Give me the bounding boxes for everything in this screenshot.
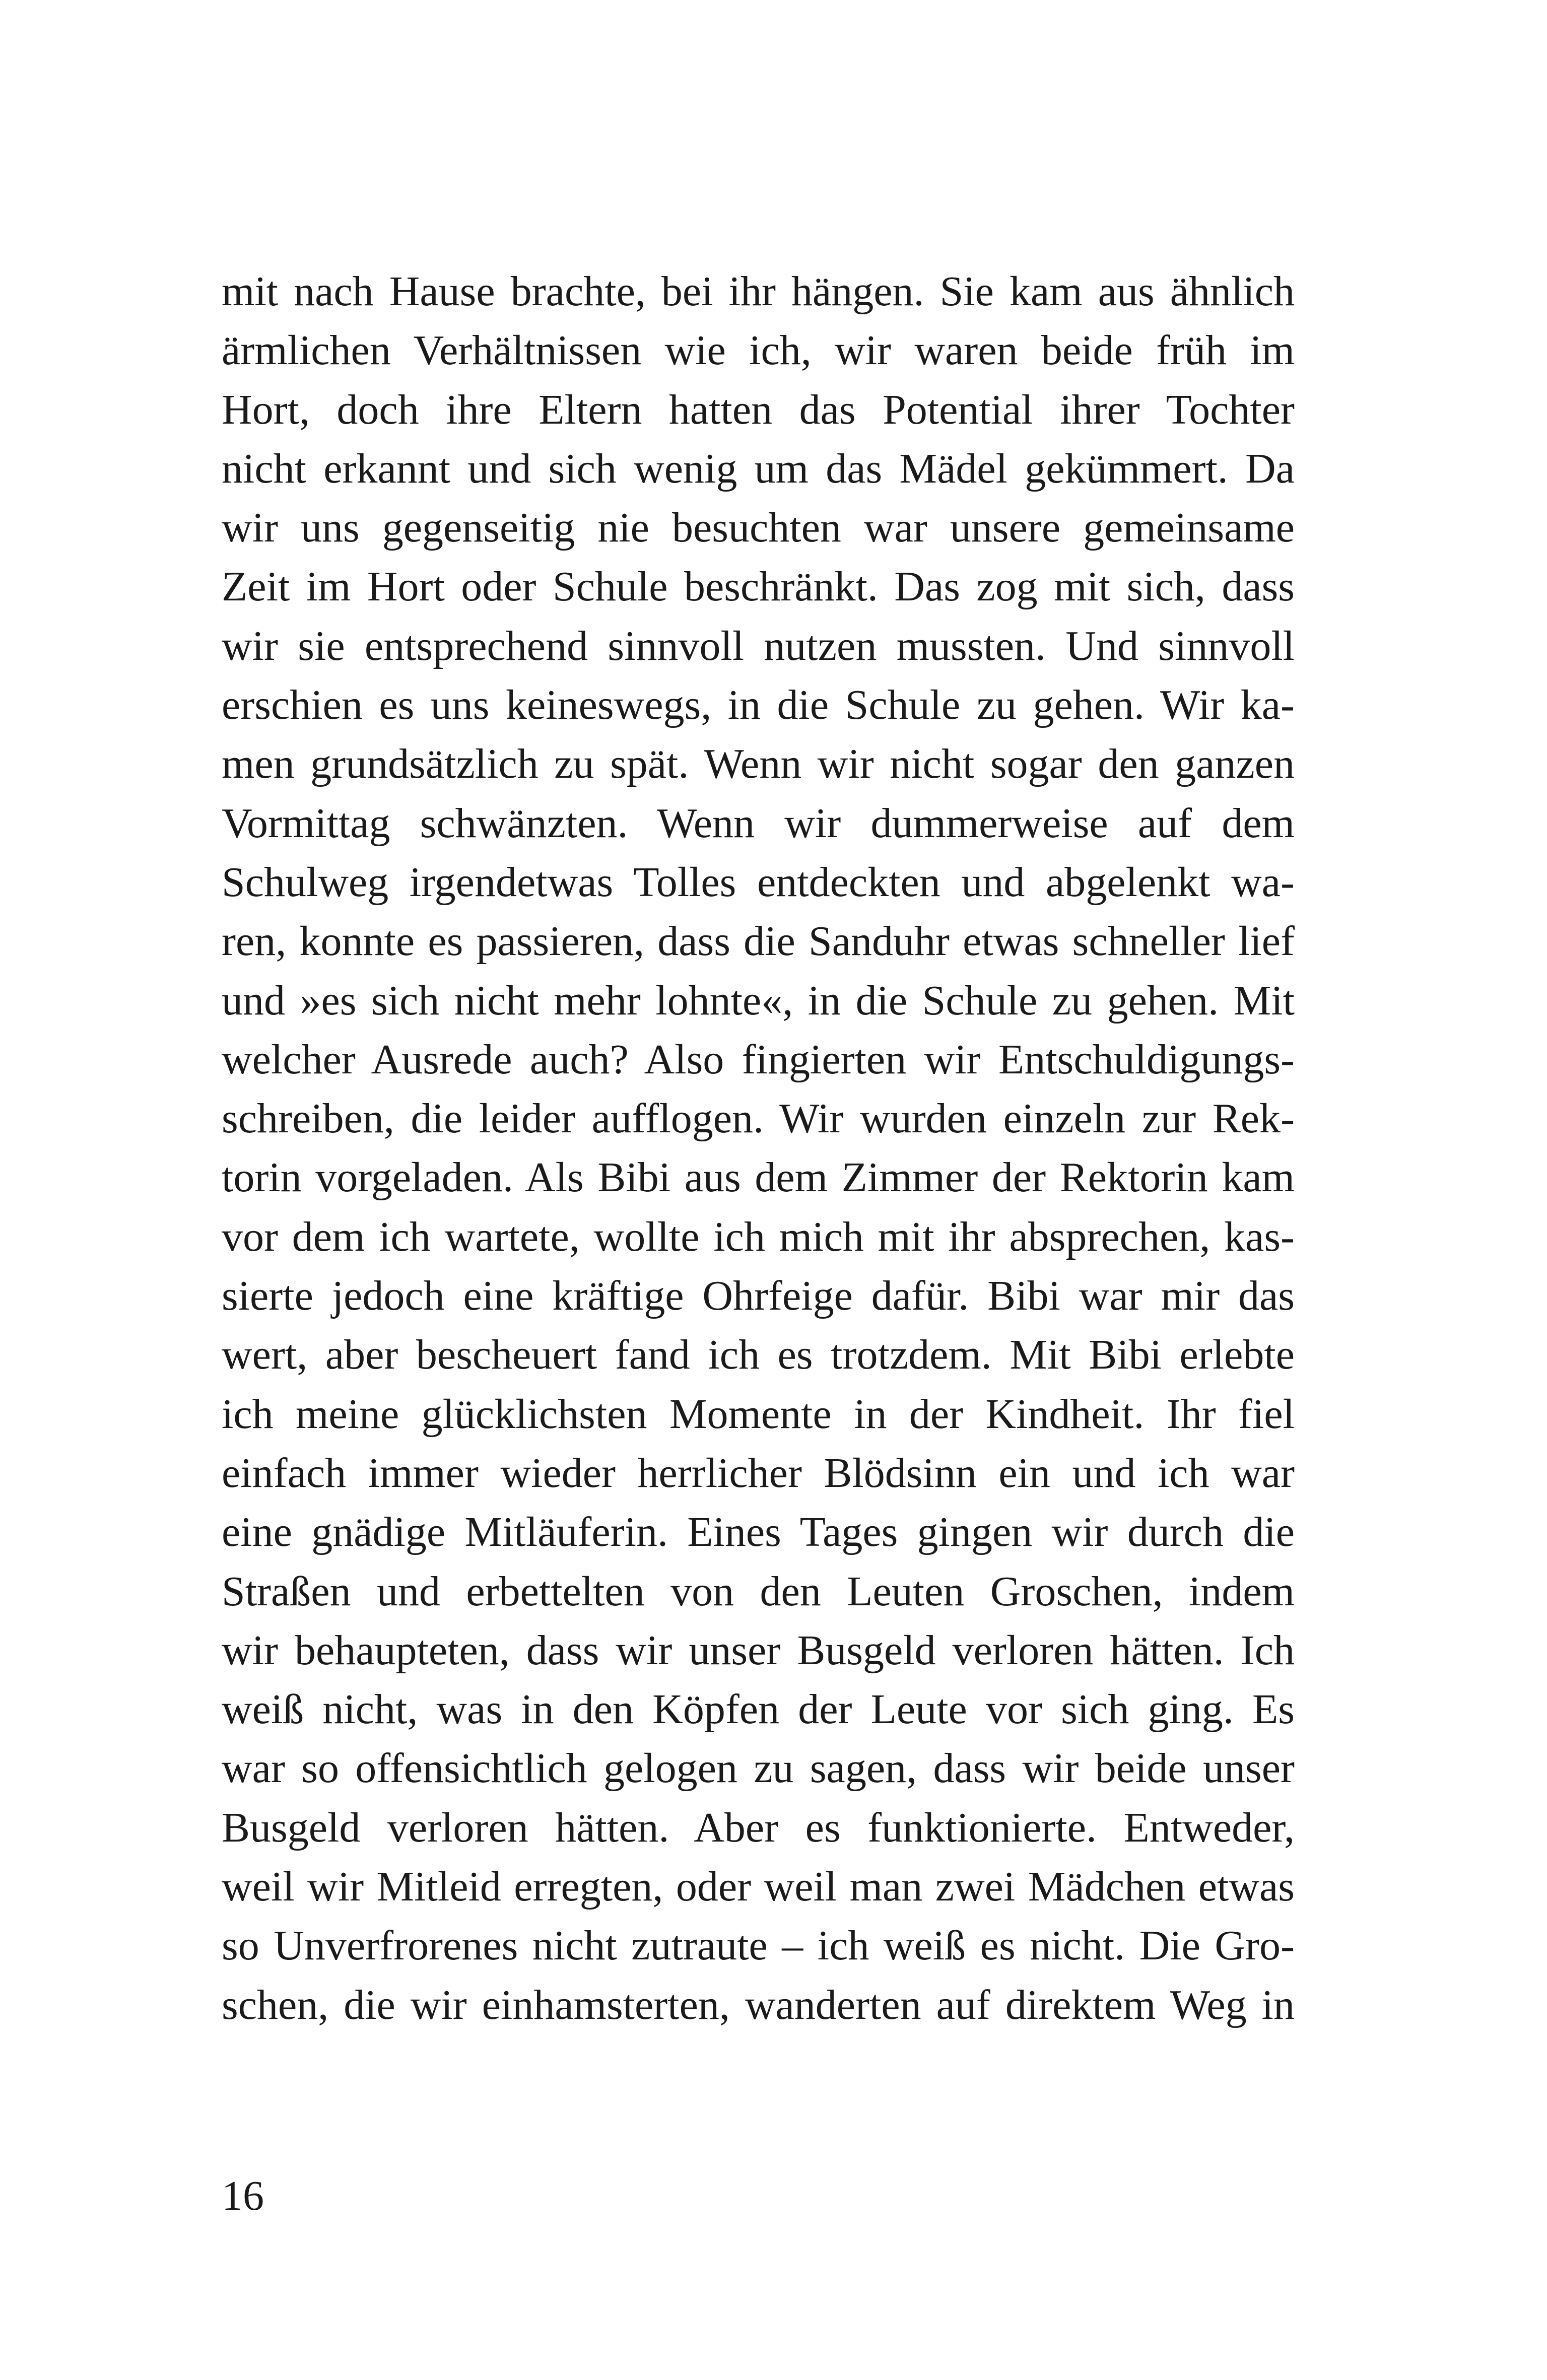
text-line: Zeit im Hort oder Schule beschränkt. Das zog mit sich, dass bbox=[222, 563, 1295, 610]
text-line: und »es sich nicht mehr lohnte«, in die Schule zu gehen. Mit bbox=[222, 977, 1295, 1024]
text-line: Straßen und erbettelten von den Leuten Groschen, indem bbox=[222, 1568, 1295, 1615]
text-line: erschien es uns keineswegs, in die Schule zu gehen. Wir ka- bbox=[222, 682, 1295, 729]
text-line: wert, aber bescheuert fand ich es trotzdem. Mit Bibi erlebte bbox=[222, 1331, 1295, 1379]
text-line: wir uns gegenseitig nie besuchten war unsere gemeinsame bbox=[222, 504, 1295, 552]
text-line: Schulweg irgendetwas Tolles entdeckten und abgelenkt wa- bbox=[222, 858, 1295, 906]
text-line: vor dem ich wartete, wollte ich mich mit ihr absprechen, kas- bbox=[222, 1213, 1295, 1260]
text-line: welcher Ausrede auch? Also fingierten wir Entschuldigungs- bbox=[222, 1036, 1295, 1083]
text-line: eine gnädige Mitläuferin. Eines Tages gingen wir durch die bbox=[222, 1509, 1295, 1556]
text-line: schen, die wir einhamsterten, wanderten auf direktem Weg in bbox=[222, 1981, 1295, 2028]
text-line: weil wir Mitleid erregten, oder weil man zwei Mädchen etwas bbox=[222, 1863, 1295, 1911]
text-line: Hort, doch ihre Eltern hatten das Potential ihrer Tochter bbox=[222, 386, 1295, 433]
text-line: war so offensichtlich gelogen zu sagen, dass wir beide unser bbox=[222, 1745, 1295, 1792]
text-line: nicht erkannt und sich wenig um das Mädel gekümmert. Da bbox=[222, 445, 1295, 492]
body-text bbox=[222, 262, 1295, 2034]
text-line: so Unverfrorenes nicht zutraute – ich weiß es nicht. Die Gro- bbox=[222, 1922, 1295, 1969]
page-number: 16 bbox=[222, 2172, 264, 2219]
text-line: wir sie entsprechend sinnvoll nutzen mussten. Und sinnvoll bbox=[222, 622, 1295, 669]
text-line: torin vorgeladen. Als Bibi aus dem Zimmer der Rektorin kam bbox=[222, 1154, 1295, 1201]
text-line: Vormittag schwänzten. Wenn wir dummerweise auf dem bbox=[222, 799, 1295, 847]
text-line: ärmlichen Verhältnissen wie ich, wir waren beide früh im bbox=[222, 327, 1295, 374]
text-line: mit nach Hause brachte, bei ihr hängen. Sie kam aus ähnlich bbox=[222, 268, 1295, 315]
text-line: Busgeld verloren hätten. Aber es funktionierte. Entweder, bbox=[222, 1804, 1295, 1851]
text-line: schreiben, die leider aufflogen. Wir wurden einzeln zur Rek- bbox=[222, 1095, 1295, 1142]
text-line: wir behaupteten, dass wir unser Busgeld verloren hätten. Ich bbox=[222, 1626, 1295, 1674]
text-line: ich meine glücklichsten Momente in der Kindheit. Ihr fiel bbox=[222, 1390, 1295, 1438]
text-line: sierte jedoch eine kräftige Ohrfeige dafür. Bibi war mir das bbox=[222, 1272, 1295, 1320]
text-line: einfach immer wieder herrlicher Blödsinn ein und ich war bbox=[222, 1449, 1295, 1497]
text-line: ren, konnte es passieren, dass die Sanduhr etwas schneller lief bbox=[222, 918, 1295, 965]
text-line: men grundsätzlich zu spät. Wenn wir nicht sogar den ganzen bbox=[222, 740, 1295, 788]
text-line: weiß nicht, was in den Köpfen der Leute vor sich ging. Es bbox=[222, 1686, 1295, 1733]
